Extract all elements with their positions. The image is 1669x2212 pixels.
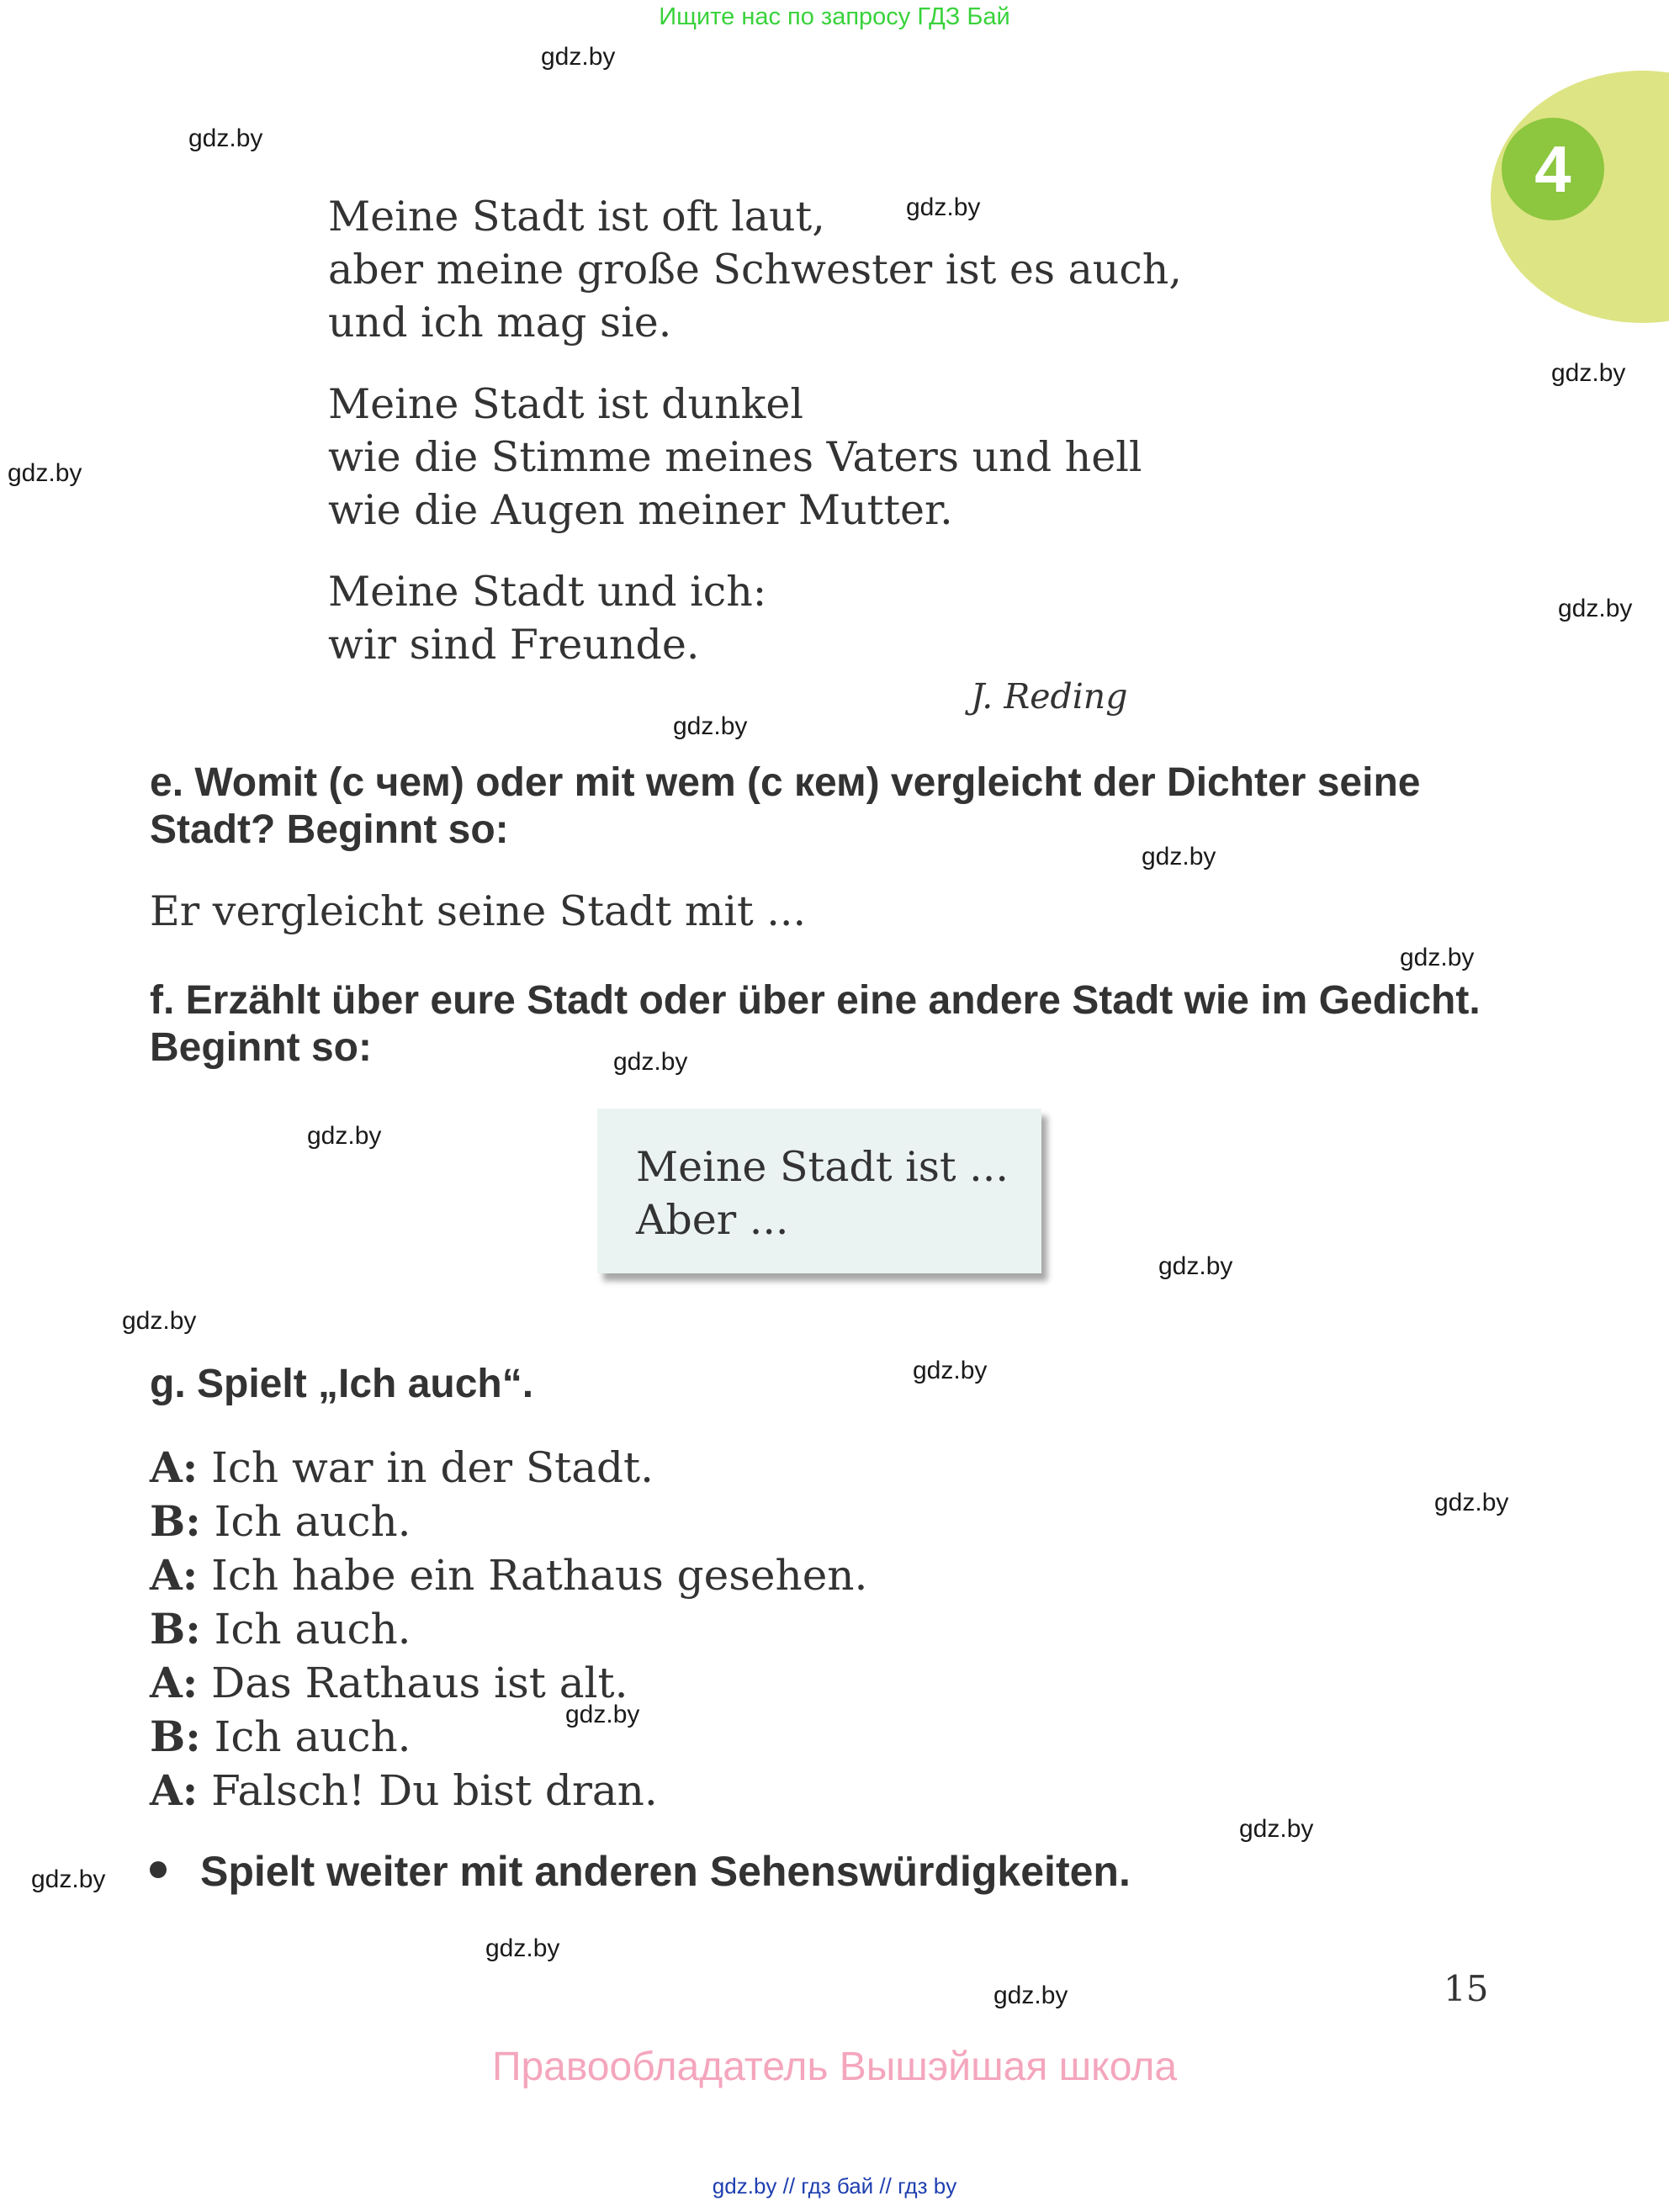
poem-stanza-3 xyxy=(328,565,766,671)
watermark: gdz.by xyxy=(1434,1489,1509,1516)
copyright-notice: Правообладатель Вышэйшая школа xyxy=(491,2045,1178,2089)
watermark: gdz.by xyxy=(122,1307,197,1335)
poem-line: wie die Stimme meines Vaters und hell xyxy=(328,433,1142,481)
dialog-text: Ich auch. xyxy=(200,1497,411,1546)
footer-links[interactable]: gdz.by // гдз бай // гдз by xyxy=(712,2173,957,2199)
dialog-speaker: A: xyxy=(150,1550,199,1600)
poem-author: J. Reding xyxy=(971,676,1128,717)
watermark: gdz.by xyxy=(31,1865,106,1893)
dialog-text: Falsch! Du bist dran. xyxy=(198,1766,658,1815)
watermark: gdz.by xyxy=(565,1701,640,1728)
poem-line: und ich mag sie. xyxy=(328,299,672,347)
dialog-text: Ich auch. xyxy=(200,1712,411,1761)
watermark: gdz.by xyxy=(8,459,82,487)
dialog xyxy=(150,1441,867,1818)
watermark: gdz.by xyxy=(1551,359,1626,387)
watermark: gdz.by xyxy=(906,193,981,221)
dialog-line xyxy=(150,1764,867,1818)
page-number: 15 xyxy=(1444,1968,1489,2009)
chapter-number-badge: 4 xyxy=(1502,118,1604,220)
bullet-text: Spielt weiter mit anderen Sehenswürdigkeiten. xyxy=(200,1848,1131,1895)
task-e-instruction: e. Womit (с чем) oder mit wem (с кем) vergleicht der Dichter seine Stadt? Beginnt so: xyxy=(150,760,1421,852)
poem-stanza-1 xyxy=(328,190,1182,349)
dialog-line xyxy=(150,1710,867,1764)
dialog-text: Ich war in der Stadt. xyxy=(198,1443,654,1492)
watermark: gdz.by xyxy=(993,1982,1068,2009)
task-e-sentence-starter: Er vergleicht seine Stadt mit ... xyxy=(150,887,807,935)
dialog-line xyxy=(150,1441,867,1495)
dialog-line xyxy=(150,1602,867,1656)
dialog-line xyxy=(150,1548,867,1602)
watermark: gdz.by xyxy=(1142,843,1216,871)
bullet-icon xyxy=(150,1861,167,1878)
poem-stanza-2 xyxy=(328,378,1142,537)
dialog-speaker: A: xyxy=(150,1442,199,1492)
task-f-instruction: f. Erzählt über eure Stadt oder über eine andere Stadt wie im Gedicht. Beginnt so: xyxy=(150,978,1481,1070)
poem-line: wie die Augen meiner Mutter. xyxy=(328,486,953,534)
sentence-starter-box xyxy=(597,1109,1041,1273)
watermark: gdz.by xyxy=(541,43,616,71)
dialog-speaker: B: xyxy=(150,1712,201,1761)
watermark: gdz.by xyxy=(613,1048,688,1076)
poem-line: aber meine große Schwester ist es auch, xyxy=(328,246,1182,294)
box-line: Meine Stadt ist ... xyxy=(636,1143,1009,1191)
watermark: gdz.by xyxy=(188,124,263,152)
watermark: gdz.by xyxy=(1239,1815,1314,1843)
dialog-text: Ich habe ein Rathaus gesehen. xyxy=(198,1551,868,1600)
watermark: gdz.by xyxy=(1400,944,1475,971)
watermark: gdz.by xyxy=(673,712,748,740)
watermark: gdz.by xyxy=(485,1934,560,1962)
dialog-text: Ich auch. xyxy=(200,1605,411,1654)
poem-line: wir sind Freunde. xyxy=(328,621,700,669)
watermark: gdz.by xyxy=(913,1357,988,1384)
poem-line: Meine Stadt ist oft laut, xyxy=(328,193,825,241)
watermark: gdz.by xyxy=(1158,1252,1233,1280)
dialog-speaker: B: xyxy=(150,1496,201,1546)
dialog-speaker: B: xyxy=(150,1604,201,1654)
box-line: Aber ... xyxy=(636,1196,789,1244)
dialog-speaker: A: xyxy=(150,1765,199,1815)
top-banner[interactable]: Ищите нас по запросу ГДЗ Бай xyxy=(659,3,1010,30)
dialog-text: Das Rathaus ist alt. xyxy=(198,1659,628,1707)
dialog-line xyxy=(150,1656,867,1710)
watermark: gdz.by xyxy=(1558,595,1633,622)
poem-line: Meine Stadt und ich: xyxy=(328,568,767,616)
dialog-speaker: A: xyxy=(150,1658,199,1707)
poem-line: Meine Stadt ist dunkel xyxy=(328,380,804,428)
dialog-line xyxy=(150,1495,867,1548)
bullet-item xyxy=(150,1847,1131,1896)
watermark: gdz.by xyxy=(307,1122,382,1150)
task-g-instruction: g. Spielt „Ich auch“. xyxy=(150,1362,534,1406)
